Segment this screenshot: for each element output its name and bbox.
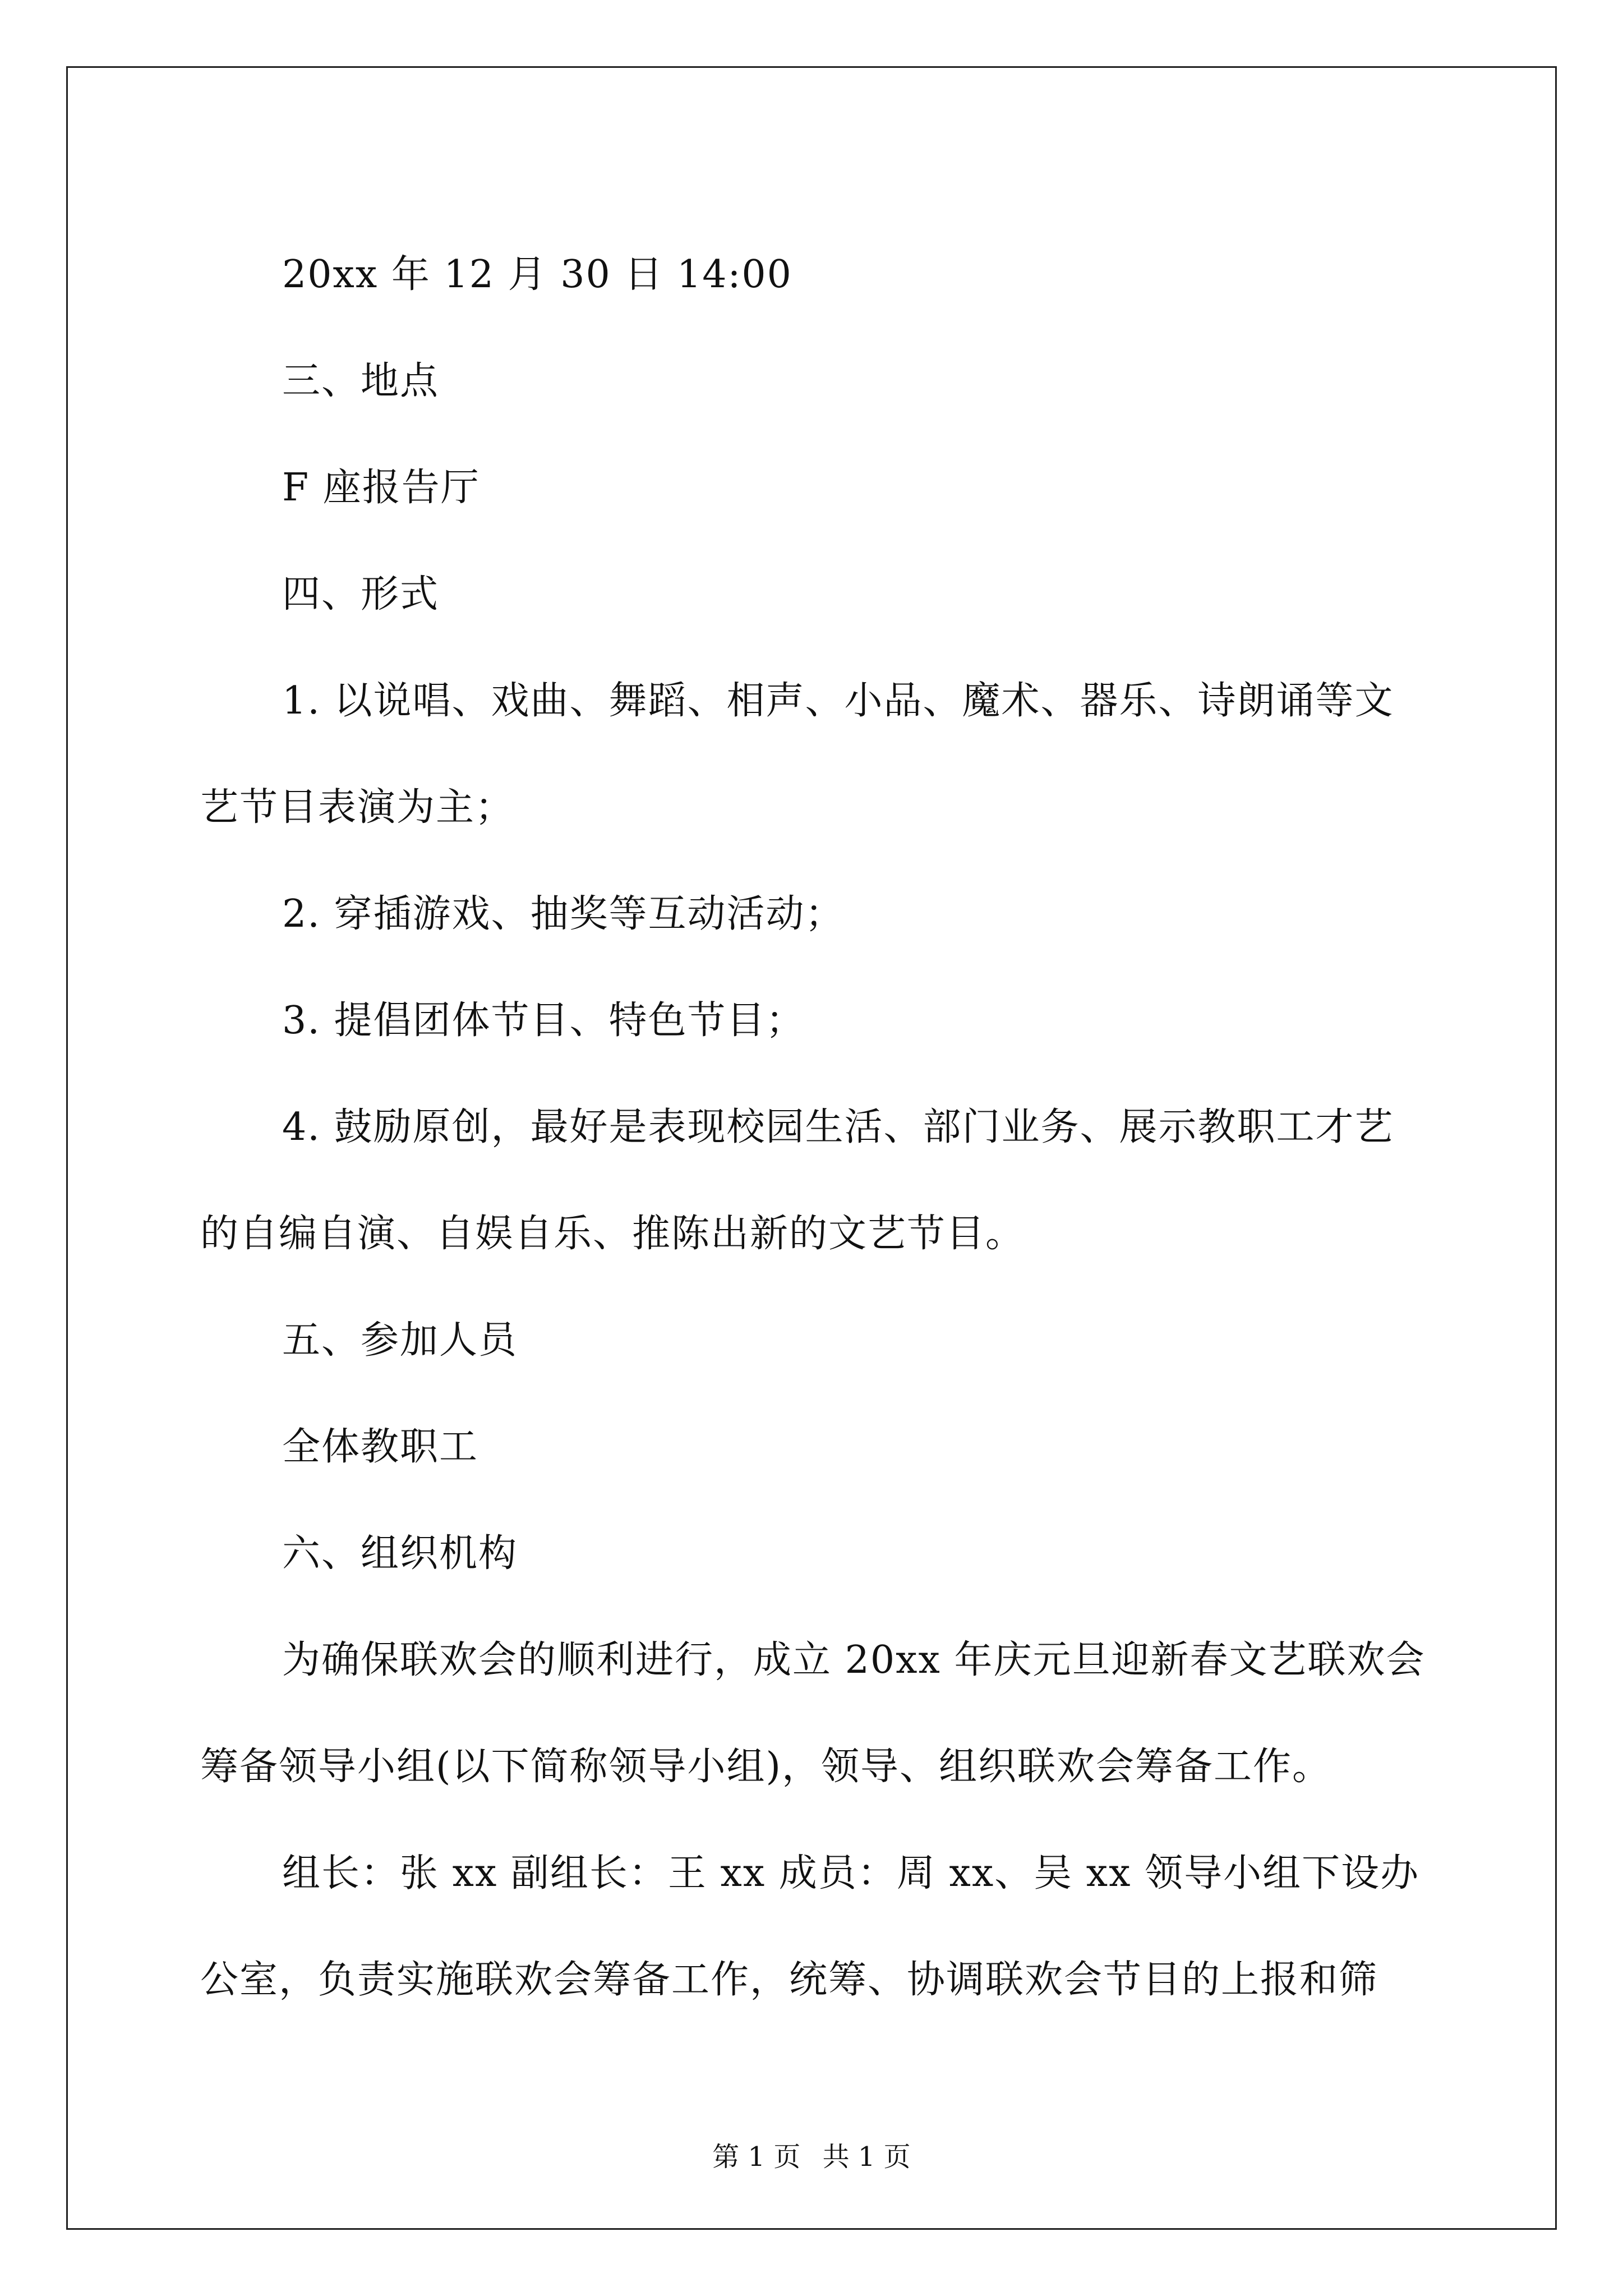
page-total: 共 1 页	[822, 2141, 911, 2173]
heading-organization: 六、组织机构	[282, 1531, 518, 1576]
paragraph-format-3: 3. 提倡团体节目、特色节目；	[282, 999, 805, 1043]
paragraph-format-1: 1. 以说唱、戏曲、舞蹈、相声、小品、魔术、器乐、诗朗诵等文艺节目表演为主；	[200, 679, 1394, 830]
heading-participants: 五、参加人员	[282, 1318, 518, 1363]
page-footer	[0, 2140, 1623, 2174]
document-body	[200, 222, 1428, 2033]
paragraph-participants: 全体教职工	[282, 1425, 479, 1469]
paragraph-format-2: 2. 穿插游戏、抽奖等互动活动；	[282, 892, 845, 936]
paragraph-format-4: 4. 鼓励原创，最好是表现校园生活、部门业务、展示教职工才艺的自编自演、自娱自乐、推陈出新的文艺节目。	[200, 1105, 1394, 1256]
heading-location: 三、地点	[282, 359, 440, 403]
page-number: 第 1 页	[712, 2141, 801, 2173]
paragraph-organization-1: 为确保联欢会的顺利进行，成立 20xx 年庆元旦迎新春文艺联欢会筹备领导小组(以下简称领导小组)，领导、组织联欢会筹备工作。	[200, 1638, 1426, 1789]
heading-format: 四、形式	[282, 572, 440, 616]
paragraph-organization-2: 组长：张 xx 副组长：王 xx 成员：周 xx、吴 xx 领导小组下设办公室，负责实施联欢会筹备工作，统筹、协调联欢会节目的上报和筛	[200, 1851, 1420, 2002]
paragraph-location: F 座报告厅	[282, 466, 480, 510]
paragraph-time: 20xx 年 12 月 30 日 14:00	[282, 252, 792, 297]
